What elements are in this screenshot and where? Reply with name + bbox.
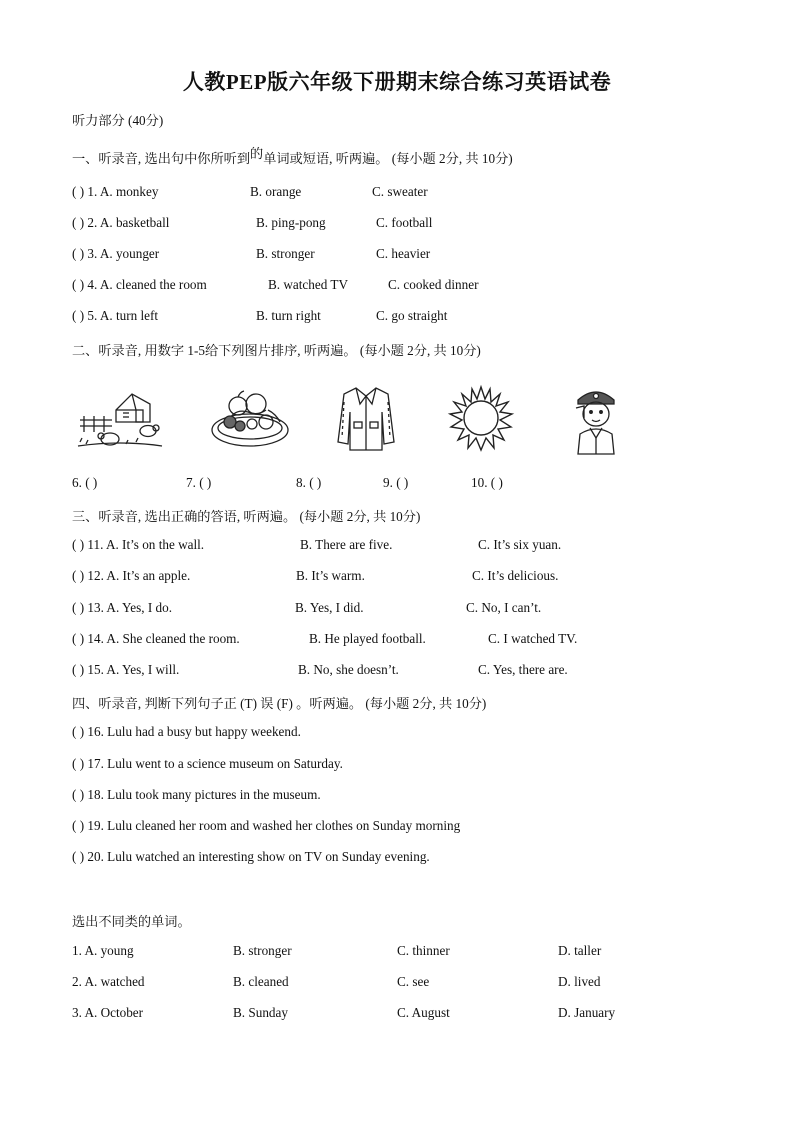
farm-icon xyxy=(76,382,164,452)
statement-17: ( ) 17. Lulu went to a science museum on Saturday. xyxy=(72,756,343,771)
question-2-b: B. ping-pong xyxy=(256,215,326,230)
statement-20: ( ) 20. Lulu watched an interesting show on TV on Sunday evening. xyxy=(72,849,430,864)
question-3-b: B. stronger xyxy=(256,246,315,261)
statement-18: ( ) 18. Lulu took many pictures in the museum. xyxy=(72,787,321,802)
odd-3-b: B. Sunday xyxy=(233,1005,288,1020)
picture-answer-8[interactable]: 8. ( ) xyxy=(296,475,322,490)
question-15-a: ( ) 15. A. Yes, I will. xyxy=(72,662,180,677)
picture-row xyxy=(0,382,794,462)
question-12-c: C. It’s delicious. xyxy=(472,568,559,583)
question-2-c: C. football xyxy=(376,215,433,230)
question-13-b: B. Yes, I did. xyxy=(295,600,364,615)
jacket-icon xyxy=(334,382,398,454)
section-1-heading-b: 单词或短语, 听两遍。 (每小题 2分, 共 10分) xyxy=(263,151,513,166)
question-4-a: ( ) 4. A. cleaned the room xyxy=(72,277,207,292)
odd-2-a: 2. A. watched xyxy=(72,974,145,989)
question-12-b: B. It’s warm. xyxy=(296,568,365,583)
question-11-c: C. It’s six yuan. xyxy=(478,537,562,552)
section-1-heading xyxy=(72,148,513,167)
question-5-c: C. go straight xyxy=(376,308,448,323)
picture-answer-9[interactable]: 9. ( ) xyxy=(383,475,409,490)
sun-icon xyxy=(446,382,516,454)
question-11-b: B. There are five. xyxy=(300,537,393,552)
question-12-a: ( ) 12. A. It’s an apple. xyxy=(72,568,191,583)
question-3-c: C. heavier xyxy=(376,246,431,261)
picture-answer-6[interactable]: 6. ( ) xyxy=(72,475,98,490)
odd-1-b: B. stronger xyxy=(233,943,292,958)
question-14-b: B. He played football. xyxy=(309,631,426,646)
picture-answer-7[interactable]: 7. ( ) xyxy=(186,475,212,490)
question-1-a: ( ) 1. A. monkey xyxy=(72,184,159,199)
question-4-b: B. watched TV xyxy=(268,277,348,292)
odd-3-d: D. January xyxy=(558,1005,616,1020)
question-15-c: C. Yes, there are. xyxy=(478,662,568,677)
question-5-a: ( ) 5. A. turn left xyxy=(72,308,159,323)
question-4-c: C. cooked dinner xyxy=(388,277,479,292)
odd-3-a: 3. A. October xyxy=(72,1005,144,1020)
question-1-c: C. sweater xyxy=(372,184,428,199)
picture-answer-10[interactable]: 10. ( ) xyxy=(471,475,503,490)
question-14-a: ( ) 14. A. She cleaned the room. xyxy=(72,631,240,646)
question-15-b: B. No, she doesn’t. xyxy=(298,662,399,677)
listening-part-label: 听力部分 (40分) xyxy=(72,113,164,128)
police-officer-icon xyxy=(570,382,622,456)
question-5-b: B. turn right xyxy=(256,308,321,323)
question-1-b: B. orange xyxy=(250,184,302,199)
odd-1-d: D. taller xyxy=(558,943,602,958)
odd-1-c: C. thinner xyxy=(397,943,450,958)
section-5-heading: 选出不同类的单词。 xyxy=(72,914,191,929)
question-11-a: ( ) 11. A. It’s on the wall. xyxy=(72,537,205,552)
page-title: 人教PEP版六年级下册期末综合练习英语试卷 xyxy=(182,70,612,94)
section-1-heading-raised: 的 xyxy=(250,146,264,161)
question-13-c: C. No, I can’t. xyxy=(466,600,542,615)
statement-16: ( ) 16. Lulu had a busy but happy weekend. xyxy=(72,724,301,739)
statement-19: ( ) 19. Lulu cleaned her room and washed her clothes on Sunday morning xyxy=(72,818,461,833)
question-14-c: C. I watched TV. xyxy=(488,631,578,646)
section-3-heading: 三、听录音, 选出正确的答语, 听两遍。 (每小题 2分, 共 10分) xyxy=(72,509,421,524)
odd-2-d: D. lived xyxy=(558,974,601,989)
odd-2-b: B. cleaned xyxy=(233,974,289,989)
odd-2-c: C. see xyxy=(397,974,430,989)
section-4-heading: 四、听录音, 判断下列句子正 (T) 误 (F) 。听两遍。 (每小题 2分, 共 10分) xyxy=(72,696,487,711)
question-3-a: ( ) 3. A. younger xyxy=(72,246,160,261)
section-2-heading: 二、听录音, 用数字 1-5给下列图片排序, 听两遍。 (每小题 2分, 共 10分) xyxy=(72,343,481,358)
question-13-a: ( ) 13. A. Yes, I do. xyxy=(72,600,173,615)
odd-1-a: 1. A. young xyxy=(72,943,134,958)
section-1-heading-a: 一、听录音, 选出句中你所听到 xyxy=(72,151,251,166)
odd-3-c: C. August xyxy=(397,1005,450,1020)
question-2-a: ( ) 2. A. basketball xyxy=(72,215,170,230)
fruit-plate-icon xyxy=(208,382,292,452)
